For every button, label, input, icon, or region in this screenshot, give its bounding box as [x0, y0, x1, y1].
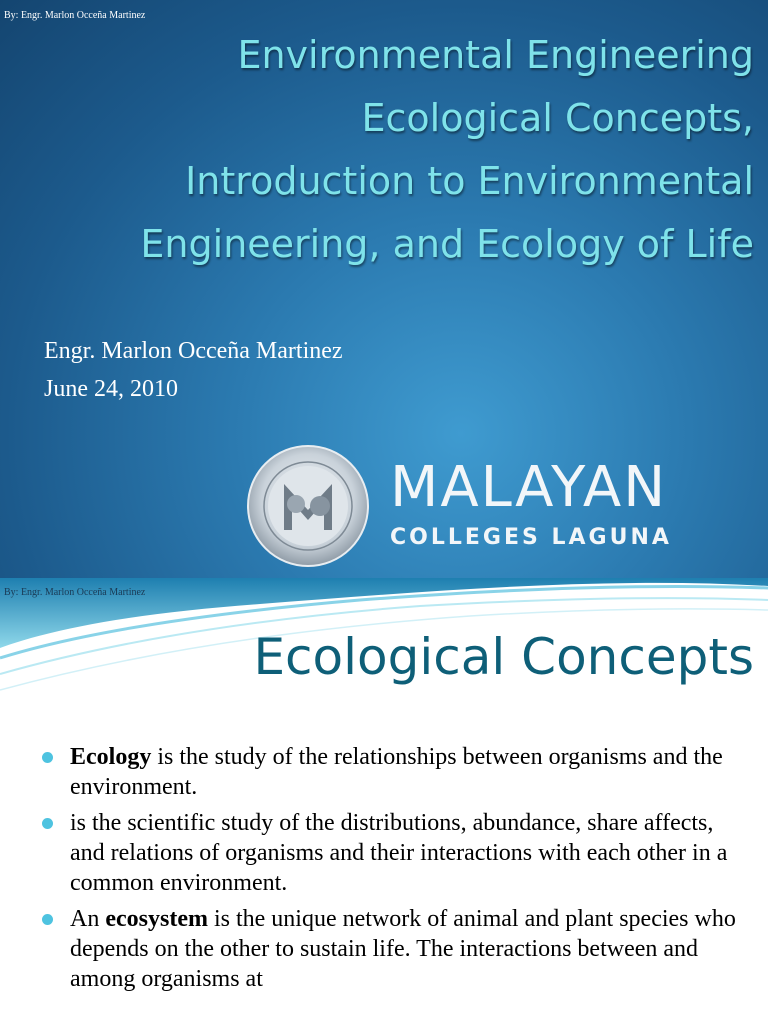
college-seal-icon — [246, 444, 370, 568]
presentation-date: June 24, 2010 — [44, 376, 178, 402]
slide1-byline: By: Engr. Marlon Occeña Martinez — [4, 10, 146, 21]
author-block — [44, 332, 343, 408]
content-slide — [0, 578, 768, 1024]
title-line-4: Engineering, and Ecology of Life — [140, 222, 754, 266]
list-item — [38, 904, 738, 994]
title-line-2: Ecological Concepts, — [361, 96, 754, 140]
bullet-text: is the scientific study of the distributions, abundance, share affects, and relations of organisms and their interactions with each other in a common environment. — [70, 810, 728, 896]
title-line-1: Environmental Engineering — [237, 33, 754, 77]
bullet-text: is the study of the relationships between organisms and the environment. — [70, 744, 723, 800]
brand-name: MALAYAN — [390, 455, 668, 520]
slide2-byline: By: Engr. Marlon Occeña Martinez — [4, 587, 146, 598]
bullet-text: is the unique network of animal and plant species who depends on the other to sustain life. The interactions between and among organisms at — [70, 906, 736, 992]
bullet-icon — [42, 752, 53, 763]
title-slide-heading — [34, 24, 754, 276]
author-name: Engr. Marlon Occeña Martinez — [44, 338, 343, 364]
list-item — [38, 808, 738, 898]
term-ecosystem: ecosystem — [105, 906, 208, 932]
content-slide-heading: Ecological Concepts — [253, 628, 754, 686]
list-item — [38, 742, 738, 802]
bullet-icon — [42, 914, 53, 925]
term-ecology: Ecology — [70, 744, 152, 770]
brand-subtitle: COLLEGES LAGUNA — [390, 525, 672, 550]
bullet-icon — [42, 818, 53, 829]
bullet-list — [38, 742, 738, 1000]
title-line-3: Introduction to Environmental — [185, 159, 754, 203]
bullet-prefix: An — [70, 906, 106, 932]
